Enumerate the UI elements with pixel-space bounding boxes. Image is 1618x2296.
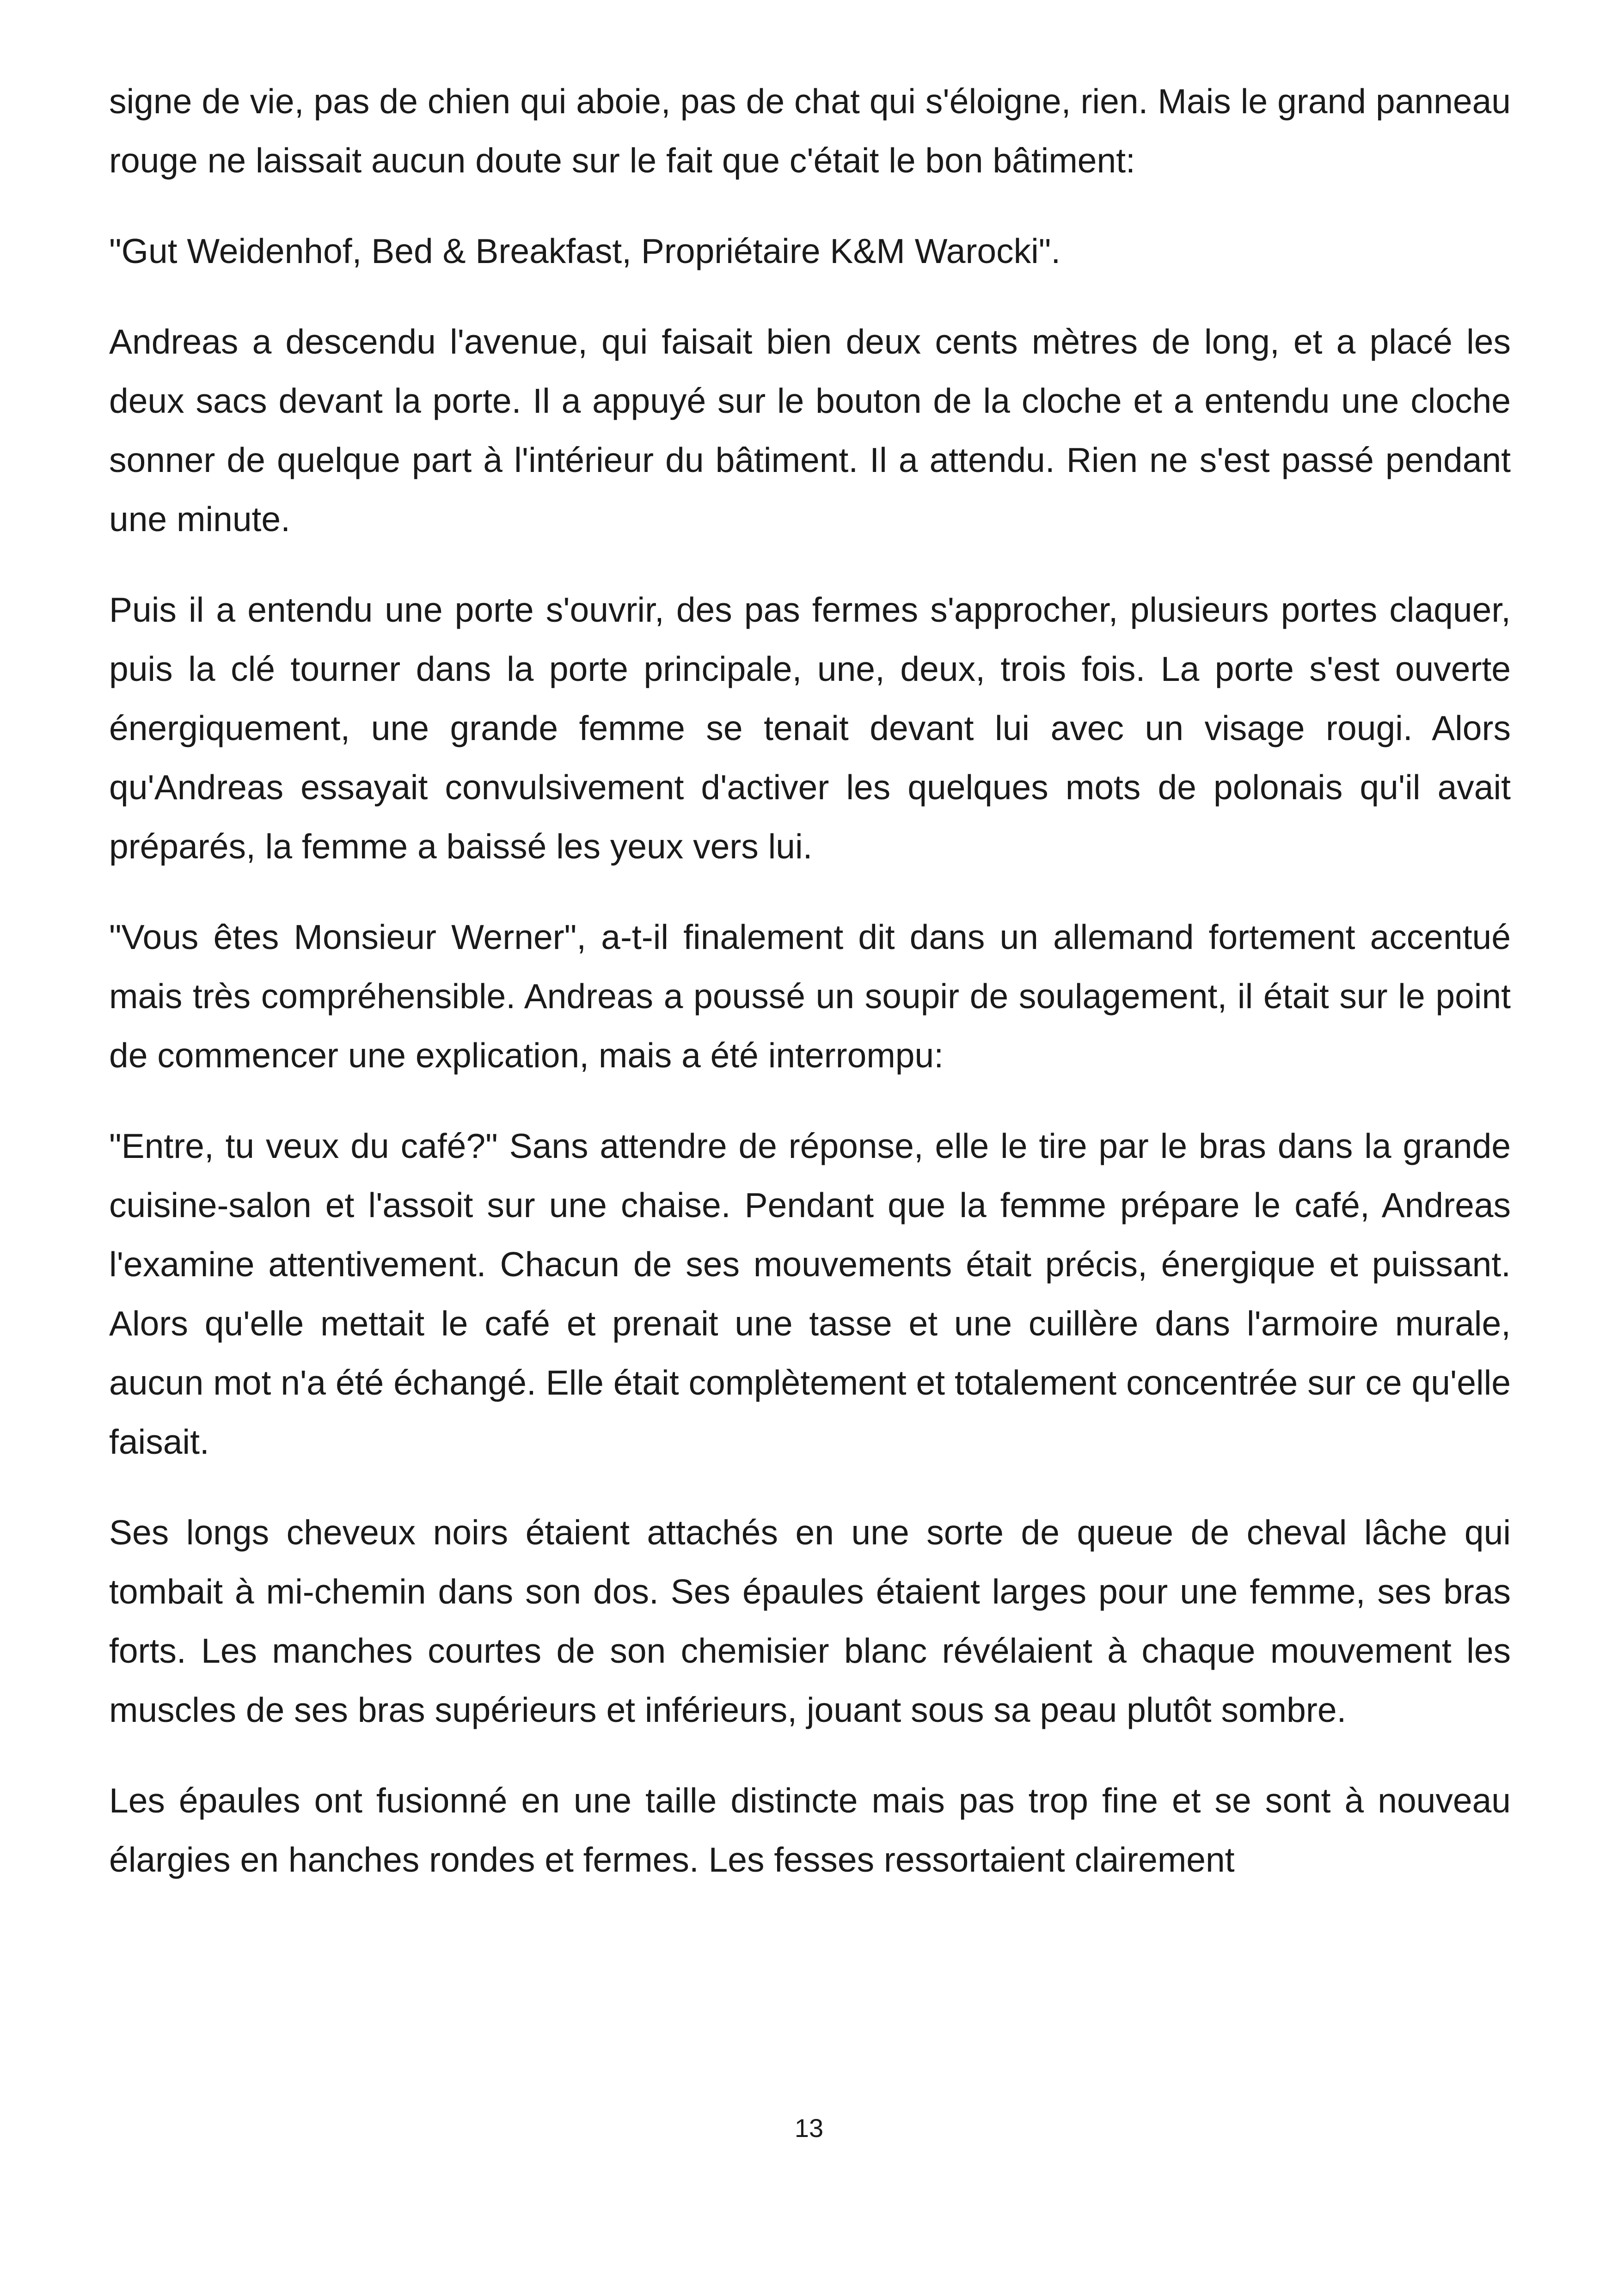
paragraph-5: "Vous êtes Monsieur Werner", a-t-il finalement dit dans un allemand fortement accentué mais très compréhensible. Andreas a poussé un soupir de soulagement, il était sur le point de commencer une explication, mais a été interrompu: bbox=[109, 918, 1511, 1075]
paragraph-2: "Gut Weidenhof, Bed & Breakfast, Propriétaire K&M Warocki". bbox=[109, 232, 1061, 270]
paragraph-3: Andreas a descendu l'avenue, qui faisait bien deux cents mètres de long, et a placé les deux sacs devant la porte. Il a appuyé sur le bouton de la cloche et a entendu une cloche sonner de quelque part à l'intérieur du bâtiment. Il a attendu. Rien ne s'est passé pendant une minute. bbox=[109, 322, 1511, 539]
page-number: 13 bbox=[794, 2113, 824, 2143]
body-text bbox=[109, 72, 1511, 1921]
paragraph-7: Ses longs cheveux noirs étaient attachés en une sorte de queue de cheval lâche qui tombait à mi-chemin dans son dos. Ses épaules étaient larges pour une femme, ses bras forts. Les manches courtes de son chemisier blanc révélaient à chaque mouvement les muscles de ses bras supérieurs et inférieurs, jouant sous sa peau plutôt sombre. bbox=[109, 1513, 1511, 1729]
paragraph-6: "Entre, tu veux du café?" Sans attendre de réponse, elle le tire par le bras dans la grande cuisine-salon et l'assoit sur une chaise. Pendant que la femme prépare le café, Andreas l'examine attentivement. Chacun de ses mouvements était précis, énergique et puissant. Alors qu'elle mettait le café et prenait une tasse et une cuillère dans l'armoire murale, aucun mot n'a été échangé. Elle était complètement et totalement concentrée sur ce qu'elle faisait. bbox=[109, 1127, 1511, 1461]
paragraph-8: Les épaules ont fusionné en une taille distincte mais pas trop fine et se sont à nouveau élargies en hanches rondes et fermes. Les fesses ressortaient clairement bbox=[109, 1781, 1511, 1879]
paragraph-1: signe de vie, pas de chien qui aboie, pas de chat qui s'éloigne, rien. Mais le grand panneau rouge ne laissait aucun doute sur le fait que c'était le bon bâtiment: bbox=[109, 82, 1511, 180]
paragraph-4: Puis il a entendu une porte s'ouvrir, des pas fermes s'approcher, plusieurs portes claquer, puis la clé tourner dans la porte principale, une, deux, trois fois. La porte s'est ouverte énergiquement, une grande femme se tenait devant lui avec un visage rougi. Alors qu'Andreas essayait convulsivement d'activer les quelques mots de polonais qu'il avait préparés, la femme a baissé les yeux vers lui. bbox=[109, 590, 1511, 866]
